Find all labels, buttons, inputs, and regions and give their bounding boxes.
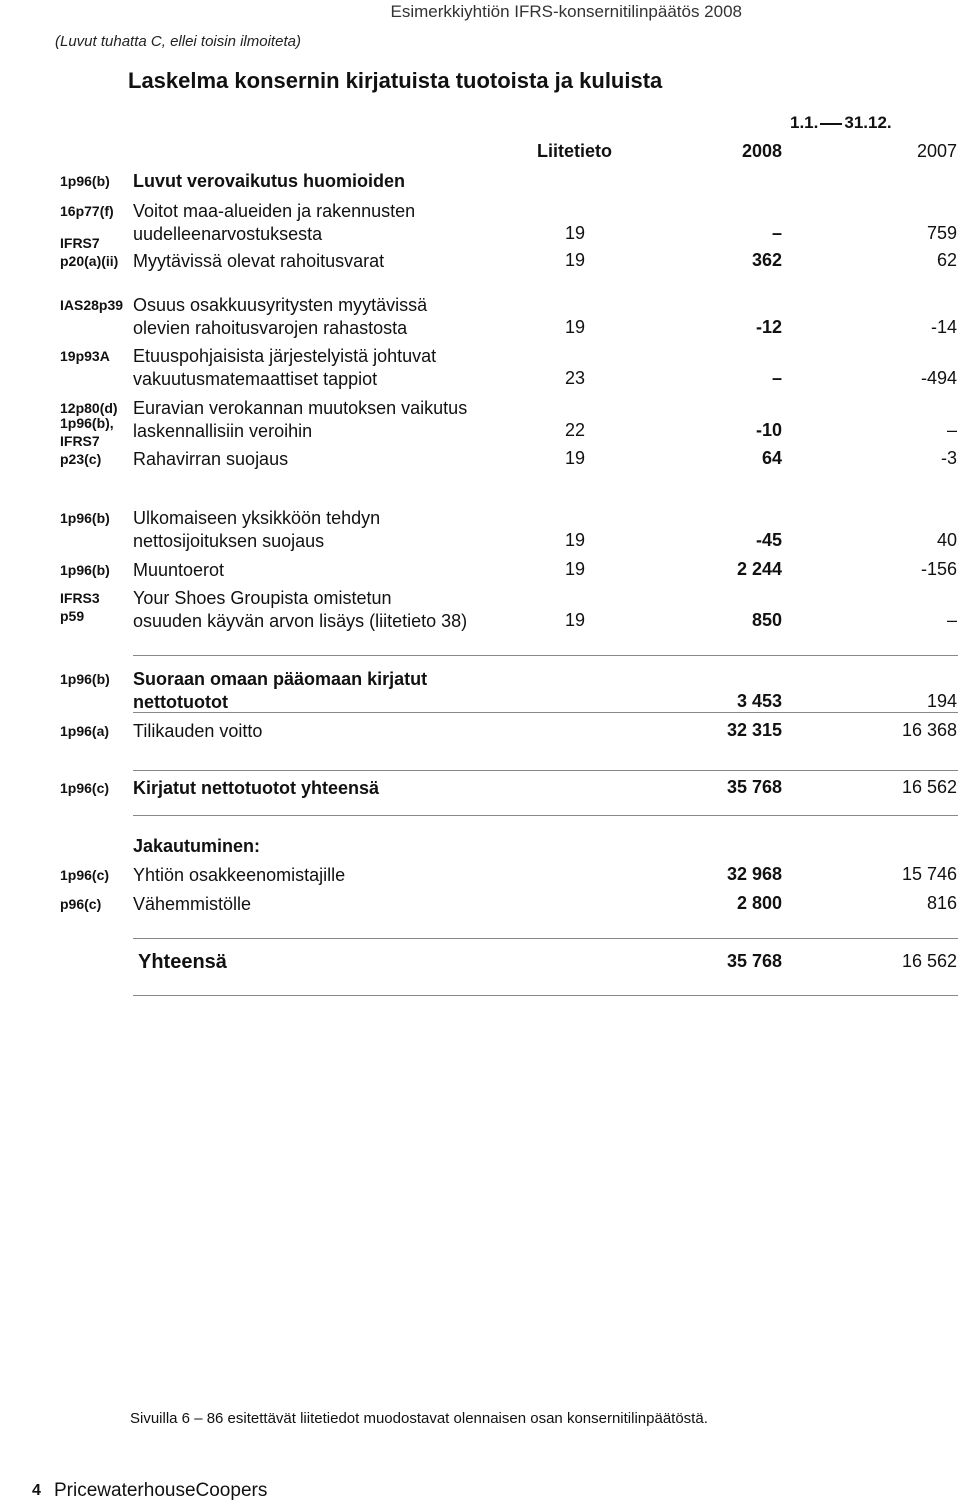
row-label: Vähemmistölle [133, 894, 252, 914]
row-note-ref: 19 [565, 530, 586, 550]
brand-name: PricewaterhouseCoopers [54, 1480, 268, 1501]
value-2008: 35 768 [726, 951, 782, 971]
row-reference: 1p96(a) [60, 723, 110, 739]
page-number: 4 [32, 1482, 41, 1499]
value-2007: 62 [936, 250, 957, 270]
row-reference: IFRS7 p20(a)(ii) [60, 235, 119, 269]
value-2008: 35 768 [726, 777, 782, 797]
row-reference: 1p96(b) [60, 562, 110, 578]
row-reference: 12p80(d) [60, 400, 118, 416]
row-label: Etuuspohjaisista järjestelyistä johtuvat [133, 346, 437, 366]
value-2008: 64 [761, 448, 782, 468]
row-label: Luvut verovaikutus huomioiden [133, 171, 406, 191]
divider [133, 712, 958, 713]
row-note-ref: 22 [565, 420, 586, 440]
value-2008: 3 453 [736, 691, 782, 711]
value-2008: 2 800 [736, 893, 782, 913]
divider [133, 655, 958, 656]
row-label: Rahavirran suojaus [133, 449, 289, 469]
row-label: Muuntoerot [133, 560, 225, 580]
row-label: Myytävissä olevat rahoitusvarat [133, 251, 385, 271]
row-note-ref: 19 [565, 559, 586, 579]
value-2008: 32 968 [726, 864, 782, 884]
row-reference: 1p96(b) [60, 671, 110, 687]
row-reference: p96(c) [60, 896, 102, 912]
row-label: olevien rahoitusvarojen rahastosta [133, 318, 408, 338]
value-2007: – [946, 610, 957, 630]
statement-title: Laskelma konsernin kirjatuista tuotoista ja kuluista [128, 68, 663, 93]
period-header [790, 113, 892, 133]
value-2008: 362 [751, 250, 782, 270]
value-2007: – [946, 420, 957, 440]
value-2008: -12 [755, 317, 782, 337]
divider [133, 770, 958, 771]
units-note: (Luvut tuhatta C, ellei toisin ilmoiteta) [55, 33, 301, 50]
value-2007: 16 562 [901, 777, 957, 797]
row-label: osuuden käyvän arvon lisäys (liitetieto 38) [133, 611, 468, 631]
column-header-2008: 2008 [741, 141, 782, 161]
row-reference: 1p96(c) [60, 867, 110, 883]
row-label: Euravian verokannan muutoksen vaikutus [133, 398, 468, 418]
row-label: vakuutusmatemaattiset tappiot [133, 369, 378, 389]
value-2007: -14 [930, 317, 957, 337]
row-label: Ulkomaiseen yksikköön tehdyn [133, 508, 381, 528]
row-label: Osuus osakkuusyritysten myytävissä [133, 295, 428, 315]
row-label: Yhtiön osakkeenomistajille [133, 865, 346, 885]
row-label: Yhteensä [138, 951, 227, 973]
row-label: laskennallisiin veroihin [133, 421, 313, 441]
value-2007: -494 [920, 368, 957, 388]
period-dash [820, 123, 842, 125]
row-label: Your Shoes Groupista omistetun [133, 588, 392, 608]
row-note-ref: 23 [565, 368, 586, 388]
row-reference: 1p96(c) [60, 780, 110, 796]
row-reference: 16p77(f) [60, 203, 114, 219]
row-note-ref: 19 [565, 610, 586, 630]
column-header-2007: 2007 [916, 141, 957, 161]
row-reference: IAS28p39 [60, 297, 124, 313]
row-label: Tilikauden voitto [133, 721, 263, 741]
divider [133, 995, 958, 996]
row-note-ref: 19 [565, 223, 586, 243]
row-reference: 19p93A [60, 348, 110, 364]
value-2007: -3 [940, 448, 957, 468]
value-2007: 15 746 [901, 864, 957, 884]
row-label: Voitot maa-alueiden ja rakennusten [133, 201, 416, 221]
value-2008: -10 [755, 420, 782, 440]
period-end: 31.12. [844, 113, 892, 132]
row-label: Kirjatut nettotuotot yhteensä [133, 778, 379, 798]
value-2008: – [771, 223, 782, 243]
row-reference: 1p96(b), IFRS7 p23(c) [60, 415, 114, 467]
value-2007: 759 [926, 223, 957, 243]
row-label: Jakautuminen: [133, 836, 261, 856]
value-2008: -45 [755, 530, 782, 550]
column-header-note: Liitetieto [537, 141, 612, 161]
row-reference: 1p96(b) [60, 510, 110, 526]
value-2007: 16 368 [901, 720, 957, 740]
row-reference: 1p96(b) [60, 173, 110, 189]
divider [133, 815, 958, 816]
row-note-ref: 19 [565, 317, 586, 337]
value-2007: 194 [926, 691, 957, 711]
value-2007: 16 562 [901, 951, 957, 971]
row-label: uudelleenarvostuksesta [133, 224, 323, 244]
period-start: 1.1. [790, 113, 819, 132]
value-2008: 850 [751, 610, 782, 630]
value-2008: 32 315 [726, 720, 782, 740]
divider [133, 938, 958, 939]
value-2007: -156 [920, 559, 957, 579]
value-2008: – [771, 368, 782, 388]
row-note-ref: 19 [565, 250, 586, 270]
value-2007: 816 [926, 893, 957, 913]
document-header-title: Esimerkkiyhtiön IFRS-konsernitilinpäätös 2008 [390, 2, 742, 21]
row-reference: IFRS3 p59 [60, 590, 100, 624]
row-label: Suoraan omaan pääomaan kirjatut [133, 669, 428, 689]
value-2007: 40 [936, 530, 957, 550]
footnote: Sivuilla 6 – 86 esitettävät liitetiedot muodostavat olennaisen osan konsernitilinpäätöstä. [130, 1410, 708, 1427]
row-label: nettotuotot [133, 692, 228, 712]
value-2008: 2 244 [736, 559, 782, 579]
row-note-ref: 19 [565, 448, 586, 468]
row-label: nettosijoituksen suojaus [133, 531, 325, 551]
